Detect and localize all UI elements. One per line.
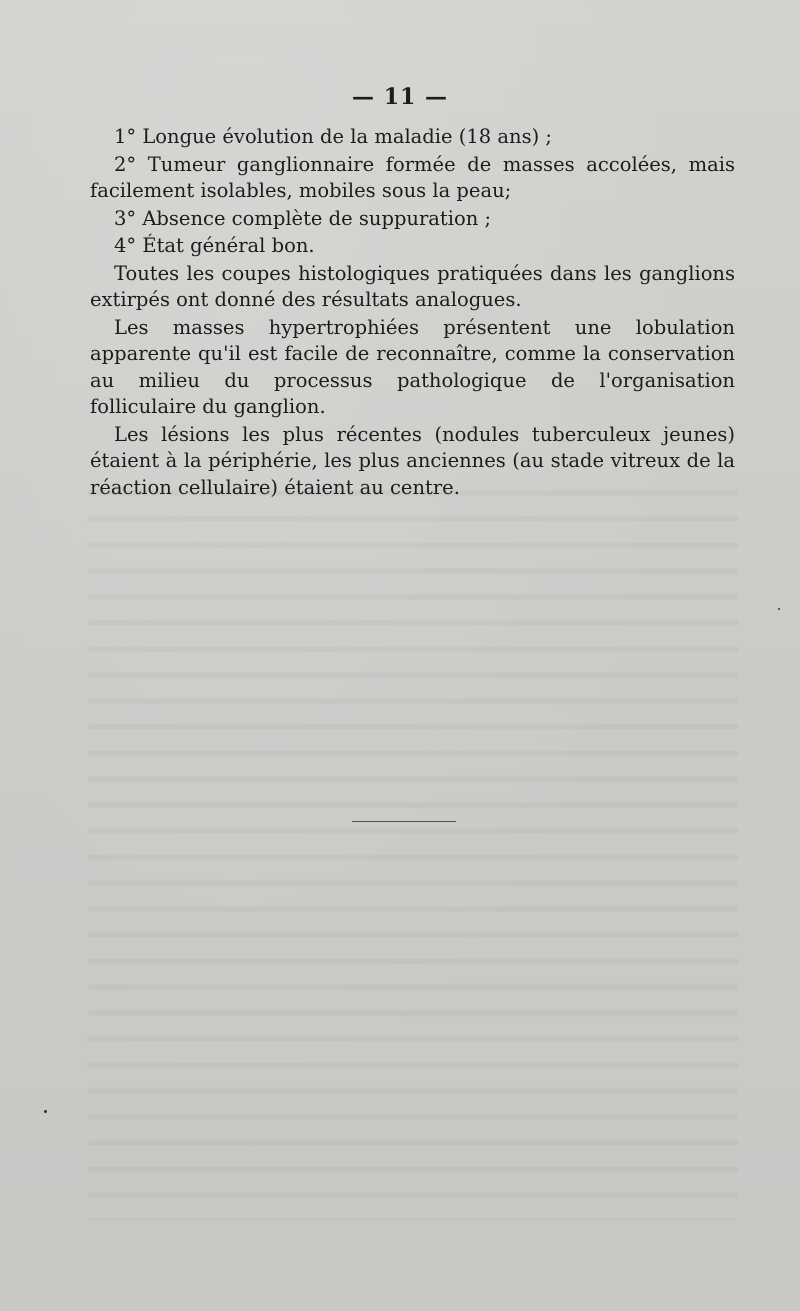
body-text [90,124,735,502]
bleed-through-texture [88,480,738,1220]
paragraph-histology: Toutes les coupes histologiques pratiquées dans les ganglions extirpés ont donné des résultats analogues. [90,261,735,311]
paragraph-lesions: Les lésions les plus récentes (nodules tuberculeux jeunes) étaient à la périphérie, les plus anciennes (au stade vitreux de la réaction cellulaire) étaient au centre. [90,422,735,499]
section-divider [352,821,456,822]
list-item-1: 1° Longue évolution de la maladie (18 ans) ; [114,125,552,148]
list-item-4: 4° État général bon. [114,234,315,257]
paper-speck [44,1110,47,1113]
list-item-2: 2° Tumeur ganglionnaire formée de masses accolées, mais facilement isolables, mobiles sous la peau; [90,152,735,202]
paper-speck [778,608,780,610]
list-item-3: 3° Absence complète de suppuration ; [114,206,492,230]
page-number: — 11 — [352,84,448,110]
paragraph-lobulation: Les masses hypertrophiées présentent une lobulation apparente qu'il est facile de reconnaître, comme la conservation au milieu du processus pathologique de l'organisation folliculaire du ganglion. [90,315,735,418]
